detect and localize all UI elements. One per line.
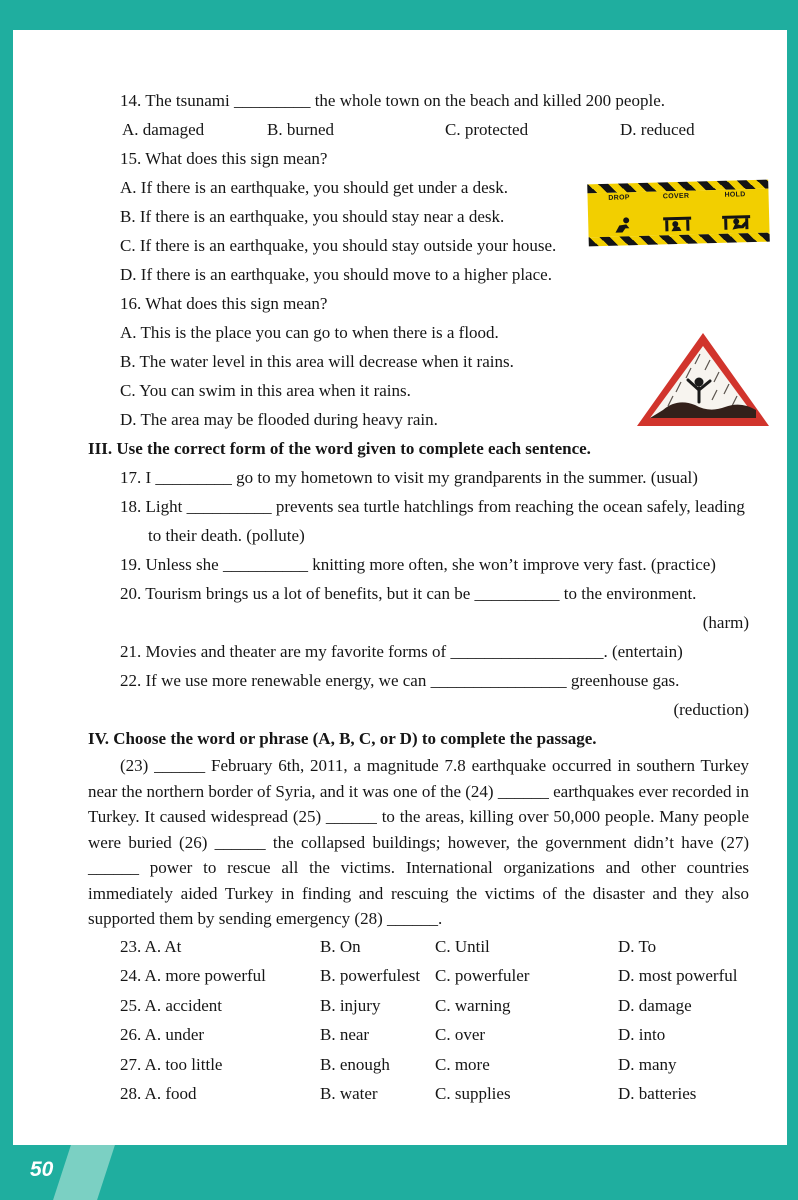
q24-option-d: D. most powerful	[618, 966, 738, 985]
cover-column	[661, 193, 692, 234]
q26-option-a: 26. A. under	[120, 1025, 205, 1044]
q14-stem: 14. The tsunami _________ the whole town on the beach and killed 200 people.	[120, 91, 665, 110]
q28-option-c: C. supplies	[435, 1084, 511, 1103]
drop-label: DROP	[608, 194, 630, 202]
q14-option-a: A. damaged	[122, 120, 205, 139]
q16-stem: 16. What does this sign mean?	[120, 294, 328, 313]
q25-option-a: 25. A. accident	[120, 995, 222, 1015]
q26-option-b: B. near	[320, 1025, 370, 1044]
workbook-page	[13, 30, 787, 1145]
drop-column	[606, 194, 633, 235]
q14-option-d: D. reduced	[620, 120, 695, 139]
flood-warning-sign	[633, 330, 773, 430]
answer-grid	[88, 932, 749, 1109]
q16-option-c: C. You can swim in this area when it rains.	[120, 381, 411, 400]
cloze-passage: (23) ______ February 6th, 2011, a magnitude 7.8 earthquake occurred in southern Turkey near the northern border of Syria, and it was one of the (24) ______ earthquakes ever recorded in Turkey. It caused widespread (25) ______ to the areas, killing over 50,000 people. Many people were buried (26) ______ the collapsed buildings; however, the government didn’t have (27) ______ power to rescue all the victims. International organizations and other countries immediately aided Turkey in finding and rescuing the victims of the disaster and they also supported them by sending emergency (28) ______.	[88, 756, 749, 928]
q25-option-b: B. injury	[320, 995, 381, 1015]
hold-label: HOLD	[724, 191, 746, 199]
bottom-border	[0, 1145, 798, 1200]
q15-option-b: B. If there is an earthquake, you should stay near a desk.	[120, 207, 505, 226]
q28-option-d: D. batteries	[618, 1084, 697, 1103]
q24-option-b: B. powerfulest	[320, 966, 421, 985]
q21: 21. Movies and theater are my favorite forms of __________________. (entertain)	[120, 642, 683, 661]
q23-option-d: D. To	[618, 936, 657, 956]
hold-column	[720, 191, 751, 232]
q19: 19. Unless she __________ knitting more often, she won’t improve very fast. (practice)	[120, 555, 716, 574]
q24-option-c: C. powerfuler	[435, 966, 530, 985]
q15-option-c: C. If there is an earthquake, you should stay outside your house.	[120, 236, 557, 255]
section3-title: III. Use the correct form of the word given to complete each sentence.	[88, 439, 591, 458]
cover-label: COVER	[662, 192, 690, 201]
cover-under-table-icon	[662, 215, 692, 234]
q15-stem: 15. What does this sign mean?	[120, 149, 328, 168]
flood-warning-triangle-icon	[633, 330, 773, 430]
q16-option-d: D. The area may be flooded during heavy rain.	[120, 410, 438, 429]
q27-option-d: D. many	[618, 1054, 677, 1074]
corner-accent	[53, 1145, 115, 1200]
q27-option-a: 27. A. too little	[120, 1054, 223, 1074]
q14-option-b: B. burned	[267, 120, 335, 139]
q28-option-b: B. water	[320, 1084, 378, 1103]
q28-option-a: 28. A. food	[120, 1084, 197, 1103]
q22: 22. If we use more renewable energy, we can ________________ greenhouse gas.	[120, 671, 680, 690]
q23-option-b: B. On	[320, 936, 361, 956]
section4-title: IV. Choose the word or phrase (A, B, C, or D) to complete the passage.	[88, 729, 597, 748]
q22-word-hint: (reduction)	[673, 700, 749, 719]
q14-option-c: C. protected	[445, 120, 529, 139]
q18: 18. Light __________ prevents sea turtle hatchlings from reaching the ocean safely, leading to their death. (pollute)	[120, 497, 745, 545]
q20-word-hint: (harm)	[702, 613, 749, 632]
earthquake-sign-body	[587, 189, 769, 238]
q15-option-d: D. If there is an earthquake, you should move to a higher place.	[120, 265, 552, 284]
drop-person-icon	[607, 216, 633, 235]
earthquake-sign	[587, 180, 770, 247]
q27-option-b: B. enough	[320, 1054, 390, 1074]
page-number: 50	[30, 1158, 54, 1181]
q25-option-d: D. damage	[618, 995, 692, 1015]
hold-table-icon	[721, 213, 751, 232]
q25-option-c: C. warning	[435, 995, 511, 1015]
q23-option-c: C. Until	[435, 936, 490, 956]
q23-option-a: 23. A. At	[120, 936, 182, 956]
q20: 20. Tourism brings us a lot of benefits, but it can be __________ to the environment.	[120, 584, 697, 603]
q16-option-a: A. This is the place you can go to when there is a flood.	[120, 323, 499, 342]
q16-option-b: B. The water level in this area will decrease when it rains.	[120, 352, 514, 371]
q27-option-c: C. more	[435, 1054, 490, 1074]
q26-option-c: C. over	[435, 1025, 486, 1044]
q14-options	[88, 115, 749, 144]
q24-option-a: 24. A. more powerful	[120, 966, 266, 985]
q17: 17. I _________ go to my hometown to visit my grandparents in the summer. (usual)	[120, 468, 698, 487]
q26-option-d: D. into	[618, 1025, 666, 1044]
q15-option-a: A. If there is an earthquake, you should get under a desk.	[120, 178, 509, 197]
